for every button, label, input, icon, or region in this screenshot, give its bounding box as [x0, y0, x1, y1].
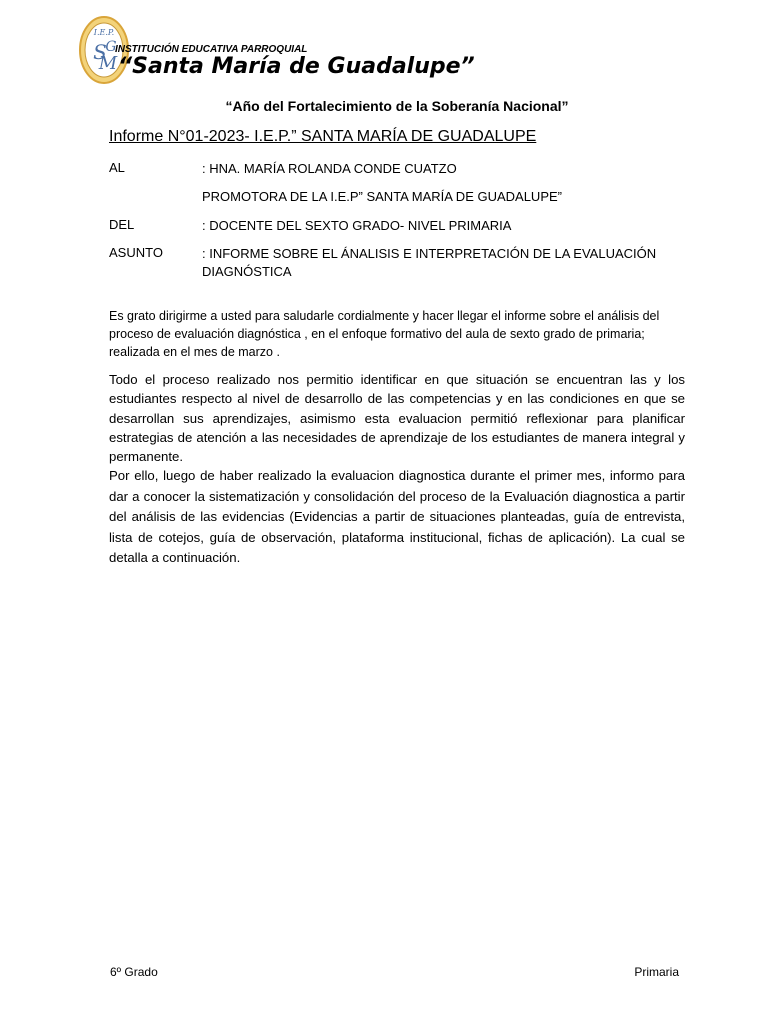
greeting-paragraph: Es grato dirigirme a usted para saludarle cordialmente y hacer llegar el informe sobre el análisis del proceso de evaluación diagnóstica , en el enfoque formativo del aula de sexto grado de primaria; realizada en el mes de marzo .: [109, 309, 660, 359]
logo-initials: I.E.P.: [93, 28, 115, 37]
svg-text:G: G: [105, 39, 117, 55]
field-value-asunto: : INFORME SOBRE EL ÁNALISIS E INTERPRETACIÓN DE LA EVALUACIÓN DIAGNÓSTICA: [202, 246, 657, 279]
footer-grade: 6º Grado: [110, 965, 158, 979]
svg-text:M: M: [98, 53, 118, 74]
field-value-del: : DOCENTE DEL SEXTO GRADO- NIVEL PRIMARIA: [202, 218, 512, 233]
field-label-al: AL: [109, 160, 125, 175]
body-paragraph-1: Todo el proceso realizado nos permitio identificar en que situación se encuentran las y los estudiantes respecto al nivel de desarrollo de las competencias y en las condiciones en que se desarrollan sus aprendizajes, asimismo esta evaluacion permitió reflexionar para planificar estrategias de atención a las necesidades de aprendizaje de los estudiantes de manera integral y permanente.: [109, 372, 685, 465]
report-body: [109, 370, 685, 569]
school-name: “Santa María de Guadalupe”: [118, 54, 475, 79]
body-paragraph-2: Por ello, luego de haber realizado la evaluacion diagnostica durante el primer mes, informo para dar a conocer la sistematización y consolidación del proceso de la Evaluación diagnostica a partir del análisis de las evidencias (Evidencias a partir de situaciones planteadas, guía de entrevista, lista de cotejos, guía de observación, plataforma institucional, fichas de aplicación). La cual se detalla a continuación.: [109, 468, 685, 566]
footer-level: Primaria: [634, 965, 679, 979]
svg-text:S: S: [93, 40, 107, 64]
field-label-del: DEL: [109, 217, 135, 232]
field-value-al: : HNA. MARÍA ROLANDA CONDE CUATZO: [202, 161, 457, 176]
year-motto: “Año del Fortalecimiento de la Soberanía Nacional”: [225, 98, 569, 114]
field-label-asunto: ASUNTO: [109, 245, 163, 260]
report-title: Informe N°01-2023- I.E.P.” SANTA MARÍA DE GUADALUPE: [109, 128, 537, 145]
field-value-al-2: PROMOTORA DE LA I.E.P” SANTA MARÍA DE GUADALUPE”: [202, 189, 562, 204]
institution-label: INSTITUCIÓN EDUCATIVA PARROQUIAL: [115, 44, 308, 55]
